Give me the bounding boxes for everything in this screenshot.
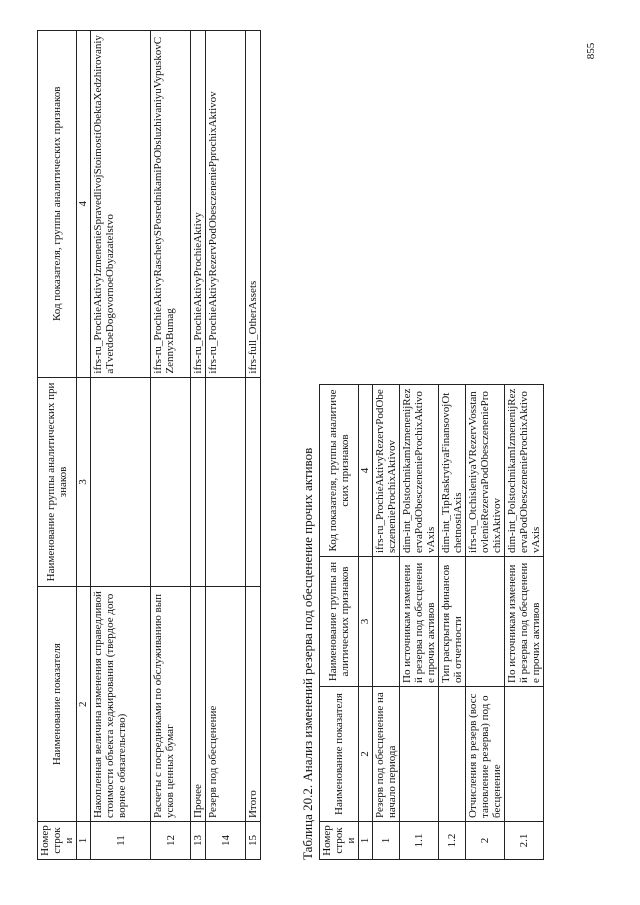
table-header-row xyxy=(320,385,359,860)
table-row xyxy=(91,31,151,860)
table-row xyxy=(439,385,466,860)
indicator-code: ifrs-ru_ProchieAktivyRezervPodObesczeneniePprochixAktivov xyxy=(206,31,246,378)
indicator-code: dim-int_PolstochnikamIzmenenijRezervaPodObesczenenieProchixAktivovAxis xyxy=(400,385,439,557)
indicator-name xyxy=(505,687,544,822)
indicator-name: Расчеты с посредниками по обслуживанию выпусков ценных бумаг xyxy=(151,587,191,822)
column-number-row xyxy=(77,31,91,860)
group-name xyxy=(466,557,505,687)
indicator-code: dim-int_TipRaskrytiyaFinansovojOtchetnostiAxis xyxy=(439,385,466,557)
header-row-number: Номер строки xyxy=(320,822,359,860)
row-number: 2 xyxy=(466,822,505,860)
indicator-code: ifrs-ru_ProchieAktivyIzmenenieSpravedlivojStoimostiObektaXedzhirovaniyaTverdoeDogovornoeObyazatelstvo xyxy=(91,31,151,378)
indicator-code: ifrs-ru_ProchieAktivyRezervPodObesczenenieProchixAktivov xyxy=(373,385,400,557)
group-name xyxy=(151,377,191,587)
column-number: 2 xyxy=(359,687,373,822)
indicator-name: Накопленная величина изменения справедливой стоимости объекта хеджирования (твердое договорное обязательство) xyxy=(91,587,151,822)
table-caption: Таблица 20.2. Анализ изменений резерва под обесценение прочих активов xyxy=(300,447,315,860)
group-name xyxy=(373,557,400,687)
row-number: 1.2 xyxy=(439,822,466,860)
indicator-code: ifrs-ru_ProchieAktivyProchieAktivy xyxy=(191,31,206,378)
column-number: 1 xyxy=(77,822,91,860)
indicator-code: ifrs-ru_OtchisleniyaVRezervVosstanovlenieRezervaPodObesczenenieProchixAktivov xyxy=(466,385,505,557)
row-number: 15 xyxy=(246,822,261,860)
row-number: 2.1 xyxy=(505,822,544,860)
column-number: 2 xyxy=(77,587,91,822)
column-number: 1 xyxy=(359,822,373,860)
column-number-row xyxy=(359,385,373,860)
header-group-name: Наименование группы аналитических признаков xyxy=(320,557,359,687)
table-20-1-continued xyxy=(37,30,261,860)
table-row xyxy=(400,385,439,860)
indicator-code: ifrs-ru_ProchieAktivyRaschetySPosrednikamiPoObsluzhivaniyuVypuskovCZennyxBumag xyxy=(151,31,191,378)
indicator-code: ifrs-full_OtherAssets xyxy=(246,31,261,378)
table-row xyxy=(191,31,206,860)
table-20-2 xyxy=(319,384,544,860)
group-name: По источникам изменений резерва под обесценение прочих активов xyxy=(400,557,439,687)
group-name xyxy=(191,377,206,587)
row-number: 14 xyxy=(206,822,246,860)
group-name xyxy=(246,377,261,587)
indicator-name: Отчисления в резерв (восстановление резерва) под обесценение xyxy=(466,687,505,822)
group-name xyxy=(206,377,246,587)
header-indicator-name: Наименование показателя xyxy=(38,587,77,822)
column-number: 3 xyxy=(77,377,91,587)
table-header-row xyxy=(38,31,77,860)
indicator-name: Резерв под обесценение на начало периода xyxy=(373,687,400,822)
column-number: 3 xyxy=(359,557,373,687)
indicator-name xyxy=(400,687,439,822)
row-number: 12 xyxy=(151,822,191,860)
table-row xyxy=(505,385,544,860)
rotated-content xyxy=(37,30,622,860)
row-number: 1 xyxy=(373,822,400,860)
page-number: 855 xyxy=(585,42,597,60)
indicator-name xyxy=(439,687,466,822)
column-number: 4 xyxy=(359,385,373,557)
indicator-name: Прочее xyxy=(191,587,206,822)
table-row xyxy=(466,385,505,860)
indicator-name: Итого xyxy=(246,587,261,822)
column-number: 4 xyxy=(77,31,91,378)
table-row xyxy=(373,385,400,860)
header-code: Код показателя, группы аналитических признаков xyxy=(38,31,77,378)
header-code: Код показателя, группы аналитических признаков xyxy=(320,385,359,557)
table-row xyxy=(206,31,246,860)
indicator-code: dim-int_PolstochnikamIzmenenijRezervaPodObesczenenieProchixAktivovAxis xyxy=(505,385,544,557)
row-number: 11 xyxy=(91,822,151,860)
group-name: Тип раскрытия финансовой отчетности xyxy=(439,557,466,687)
row-number: 1.1 xyxy=(400,822,439,860)
group-name xyxy=(91,377,151,587)
header-row-number: Номер строки xyxy=(38,822,77,860)
indicator-name: Резерв под обесценение xyxy=(206,587,246,822)
table-row xyxy=(151,31,191,860)
header-group-name: Наименование группы аналитических признаков xyxy=(38,377,77,587)
table-row xyxy=(246,31,261,860)
row-number: 13 xyxy=(191,822,206,860)
group-name: По источникам изменений резерва под обесценение прочих активов xyxy=(505,557,544,687)
header-indicator-name: Наименование показателя xyxy=(320,687,359,822)
